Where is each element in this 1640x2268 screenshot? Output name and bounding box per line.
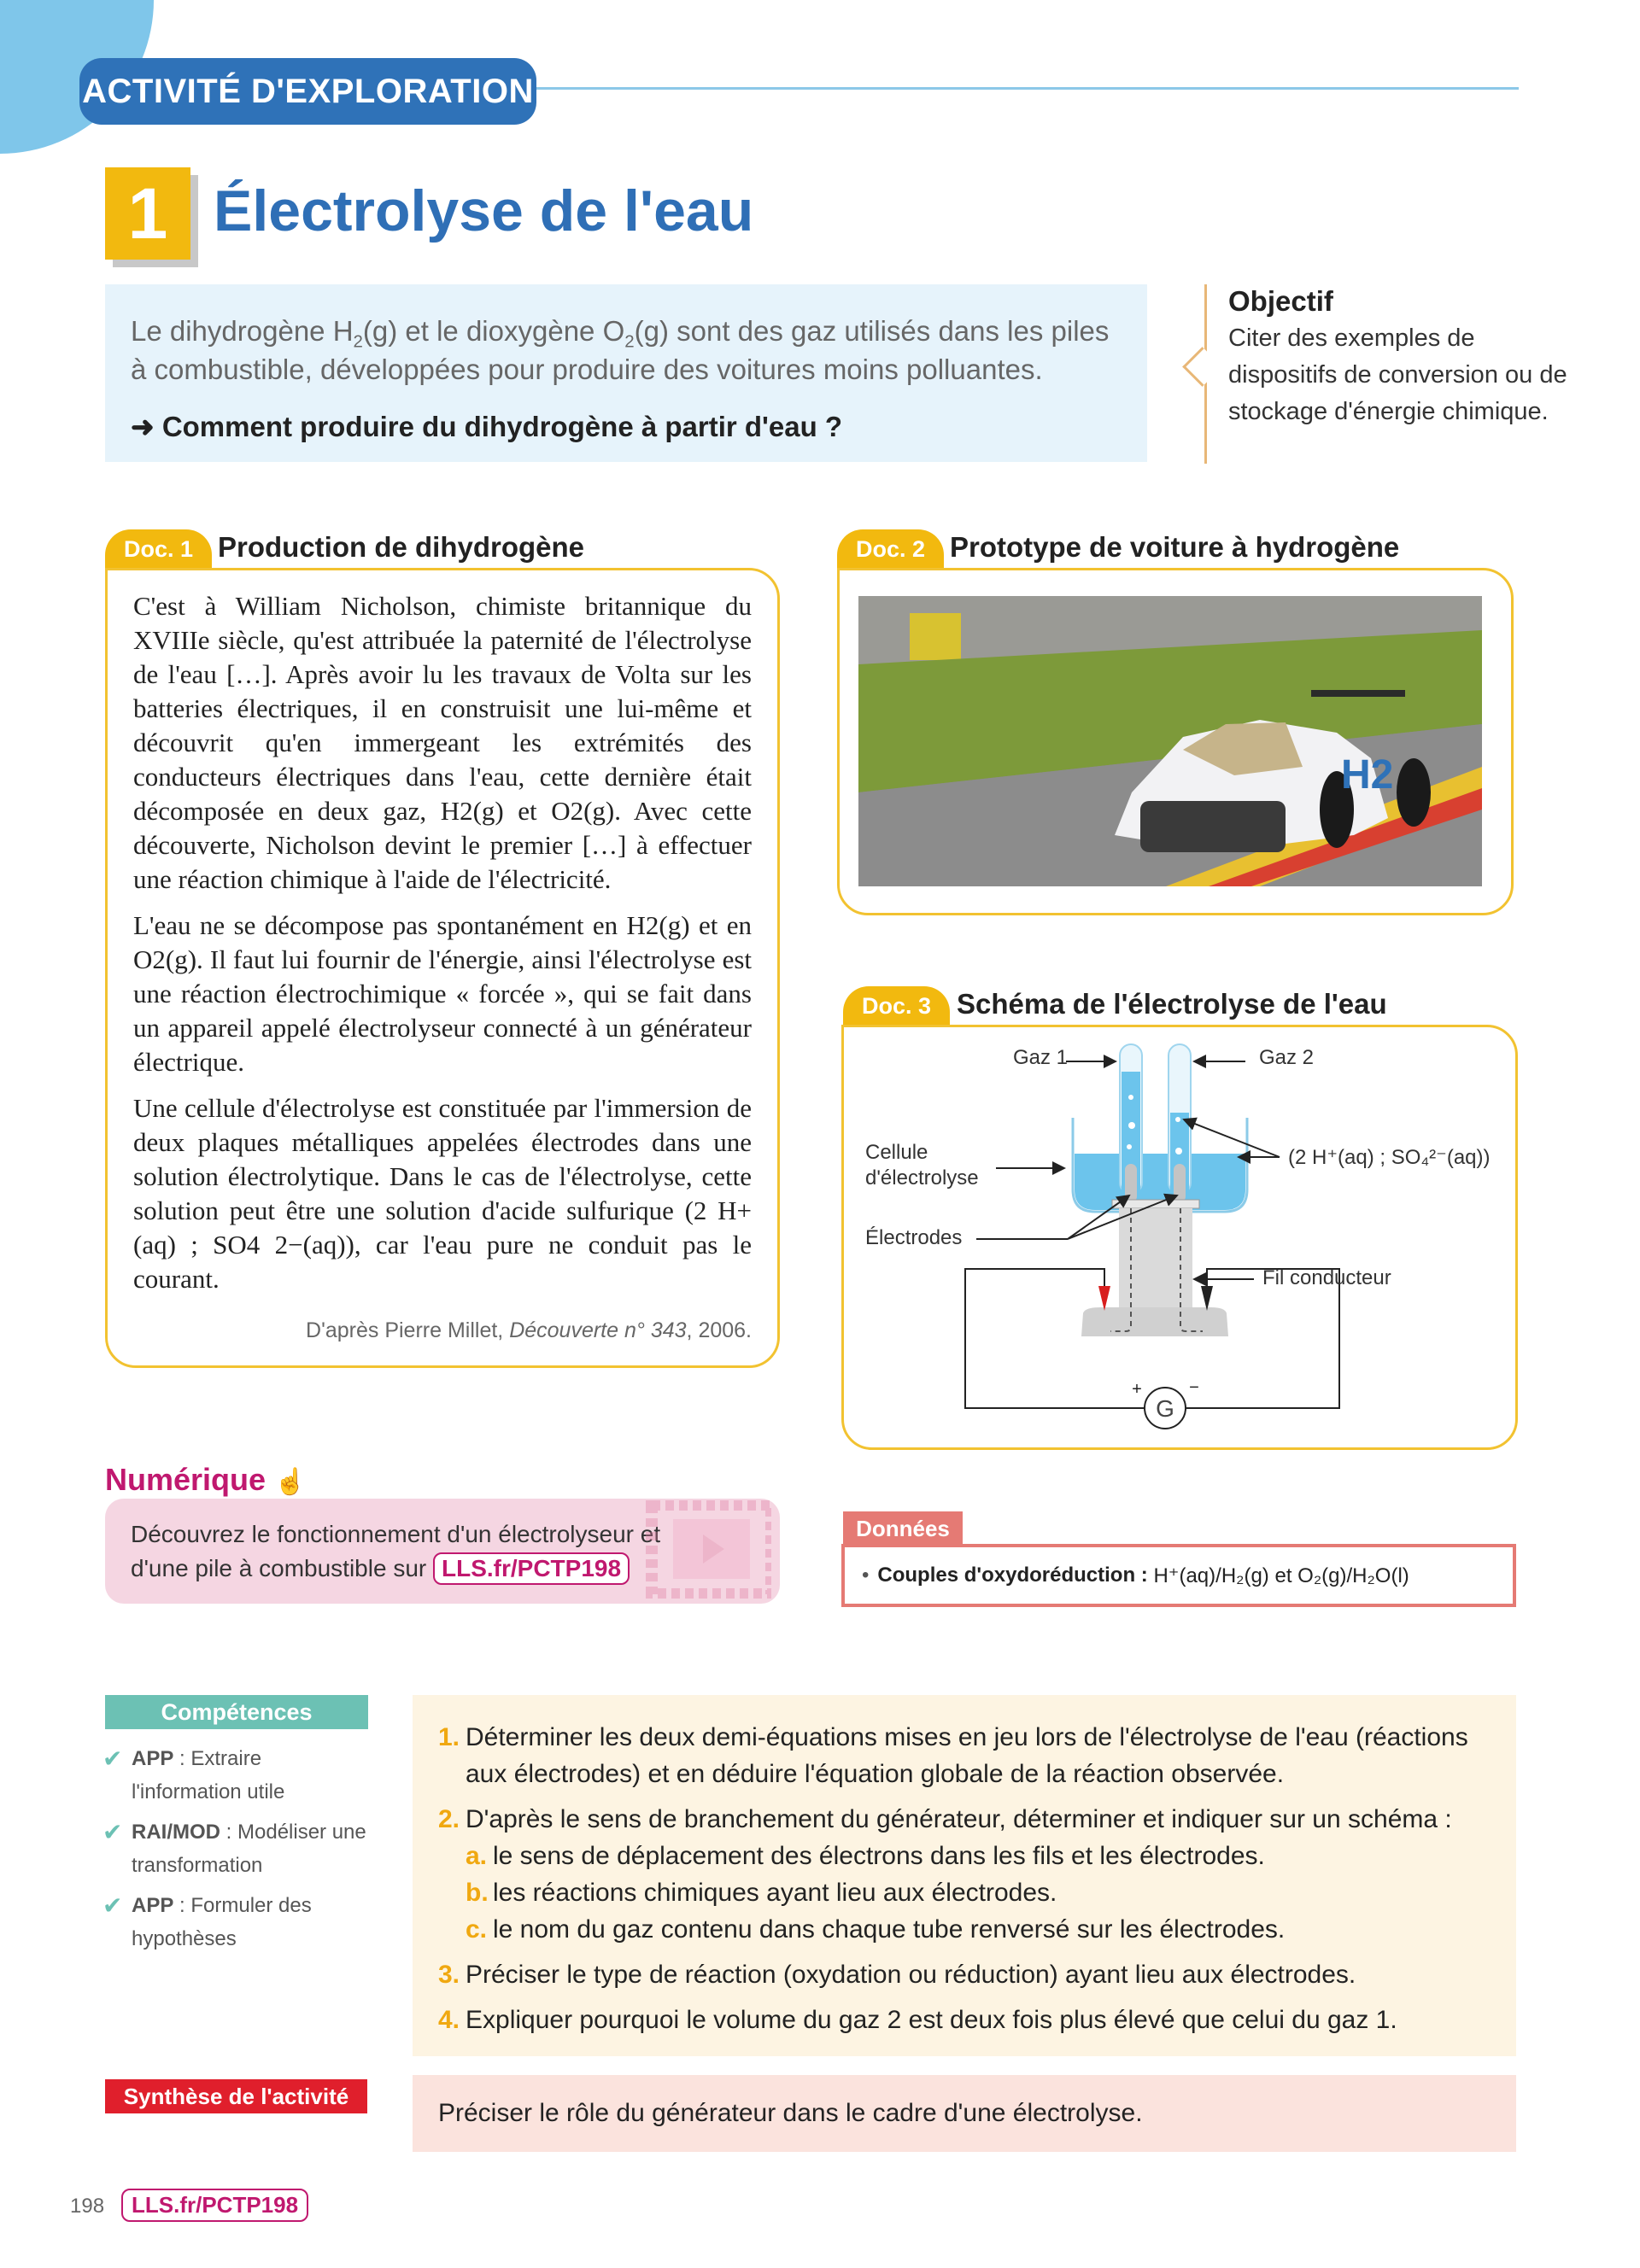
question-2c: c. le nom du gaz contenu dans chaque tube renversé sur les électrodes. xyxy=(466,1915,1286,1944)
doc1-body xyxy=(108,570,777,1365)
question-1: 1. Déterminer les deux demi-équations mises en jeu lors de l'électrolyse de l'eau (réactions aux électrodes) et en déduire l'équation globale de la réaction observée. xyxy=(438,1723,1468,1788)
doc1-title: Production de dihydrogène xyxy=(218,531,585,563)
objectif-text: Citer des exemples de dispositifs de conversion ou de stockage d'énergie chimique. xyxy=(1228,324,1567,425)
donnees-value: H⁺(aq)/H₂(g) et O₂(g)/H₂O(l) xyxy=(1153,1564,1409,1587)
bracket-chevron-icon xyxy=(1182,347,1222,387)
synthese-tab: Synthèse de l'activité xyxy=(105,2079,367,2113)
label-electrodes: Électrodes xyxy=(865,1226,963,1249)
doc1-source: D'après Pierre Millet, Découverte n° 343, 2006. xyxy=(306,1318,752,1342)
competence-item: ✔ RAI/MOD : Modéliser une transformation xyxy=(102,1815,376,1882)
numerique-box xyxy=(105,1499,780,1604)
activity-banner: ACTIVITÉ D'EXPLORATION xyxy=(79,58,536,125)
doc3-tab: Doc. 3 xyxy=(843,986,950,1026)
question-2a: a. le sens de déplacement des électrons dans les fils et les électrodes. xyxy=(466,1842,1265,1870)
doc1-paragraph: L'eau ne se décompose pas spontanément en H2(g) et en O2(g). Il faut lui fournir de l'énergie, ainsi l'électrolyse est une réaction électrochimique « forcée », qui se fait dans un appareil appelé électrolyseur connecté à un générateur électrique. xyxy=(133,910,752,1077)
doc1-tab: Doc. 1 xyxy=(105,529,212,569)
donnees-tab: Données xyxy=(843,1511,963,1546)
film-play-icon xyxy=(643,1500,771,1599)
donnees-label: Couples d'oxydoréduction : xyxy=(877,1564,1148,1587)
check-icon: ✔ xyxy=(102,1819,123,1845)
doc1-paragraph: C'est à William Nicholson, chimiste britannique du XVIIIe siècle, qu'est attribuée la paternité de l'électrolyse de l'eau […]. Après avoir lu les travaux de Volta sur les batteries électriques, il en construisit une lui-même et découvrit qu'en immergeant les extrémités des conducteurs électriques dans l'eau, cette dernière était décomposée en deux gaz, H2(g) et O2(g). Avec cette découverte, Nicholson devint le premier […] à effectuer une réaction chimique à l'aide de l'électricité. xyxy=(133,591,752,894)
banner-divider xyxy=(536,87,1519,90)
label-gaz2: Gaz 2 xyxy=(1259,1046,1315,1069)
label-fil-conducteur: Fil conducteur xyxy=(1262,1266,1391,1289)
question-2b: b. les réactions chimiques ayant lieu aux électrodes. xyxy=(466,1879,1057,1907)
check-icon: ✔ xyxy=(102,1892,123,1919)
competences-list xyxy=(102,1742,376,1962)
svg-text:−: − xyxy=(1189,1378,1199,1397)
questions-box xyxy=(413,1695,1516,2056)
label-cellule: Cellule d'électrolyse xyxy=(865,1141,979,1190)
svg-text:H2: H2 xyxy=(1341,752,1394,798)
label-gaz1: Gaz 1 xyxy=(1013,1046,1069,1069)
hydrogen-car-photo xyxy=(858,596,1482,886)
question-3: 3. Préciser le type de réaction (oxydation ou réduction) ayant lieu aux électrodes. xyxy=(438,1961,1356,1989)
intro-box xyxy=(105,284,1147,462)
tap-hand-icon: ☝ xyxy=(274,1468,307,1496)
competence-item: ✔ APP : Formuler des hypothèses xyxy=(102,1889,376,1955)
doc1-box xyxy=(105,568,780,1368)
objectif-heading: Objectif xyxy=(1228,285,1333,317)
footer-link[interactable]: LLS.fr/PCTP198 xyxy=(121,2189,308,2222)
check-icon: ✔ xyxy=(102,1745,123,1772)
svg-text:G: G xyxy=(1156,1395,1174,1422)
doc2-title: Prototype de voiture à hydrogène xyxy=(950,531,1400,563)
question-2: 2. D'après le sens de branchement du générateur, déterminer et indiquer sur un schéma : xyxy=(438,1805,1452,1833)
numerique-text: Découvrez le fonctionnement d'un électrolyseur et d'une pile à combustible sur LLS.fr/PCTP198 xyxy=(131,1517,754,1586)
synthese-box: Préciser le rôle du générateur dans le cadre d'une électrolyse. xyxy=(413,2075,1516,2152)
question-4: 4. Expliquer pourquoi le volume du gaz 2 est deux fois plus élevé que celui du gaz 1. xyxy=(438,2006,1397,2034)
page-title: Électrolyse de l'eau xyxy=(214,178,754,243)
intro-question: ➜ Comment produire du dihydrogène à partir d'eau ? xyxy=(131,411,843,442)
page-number: 198 xyxy=(70,2195,105,2218)
objectif-panel xyxy=(1204,284,1580,464)
doc3-title: Schéma de l'électrolyse de l'eau xyxy=(957,988,1387,1020)
competences-heading: Compétences xyxy=(105,1695,368,1729)
competence-item: ✔ APP : Extraire l'information utile xyxy=(102,1742,376,1809)
activity-number: 1 xyxy=(105,167,190,260)
doc2-tab: Doc. 2 xyxy=(837,529,944,569)
label-solution: (2 H⁺(aq) ; SO₄²⁻(aq)) xyxy=(1288,1146,1491,1169)
doc1-paragraph: Une cellule d'électrolyse est constituée par l'immersion de deux plaques métalliques appelées électrodes dans une solution électrolytique. Dans le cas de l'électrolyse, cette solution peut être une solution d'acide sulfurique (2 H+(aq) ; SO4 2−(aq)), car l'eau pure ne conduit pas le courant. xyxy=(133,1093,752,1294)
bullet: • xyxy=(862,1564,870,1587)
svg-text:+: + xyxy=(1132,1380,1142,1399)
numerique-link[interactable]: LLS.fr/PCTP198 xyxy=(433,1552,630,1585)
doc3-box xyxy=(841,1025,1518,1450)
intro-text: Le dihydrogène $H_2(g)$ et le dioxygène $O_2(g)$ sont des gaz utilisés dans les piles à combustible, développées pour produire des voitures moins polluantes. xyxy=(131,315,1110,385)
donnees-box xyxy=(841,1544,1516,1607)
numerique-heading: Numérique ☝ xyxy=(105,1462,307,1497)
